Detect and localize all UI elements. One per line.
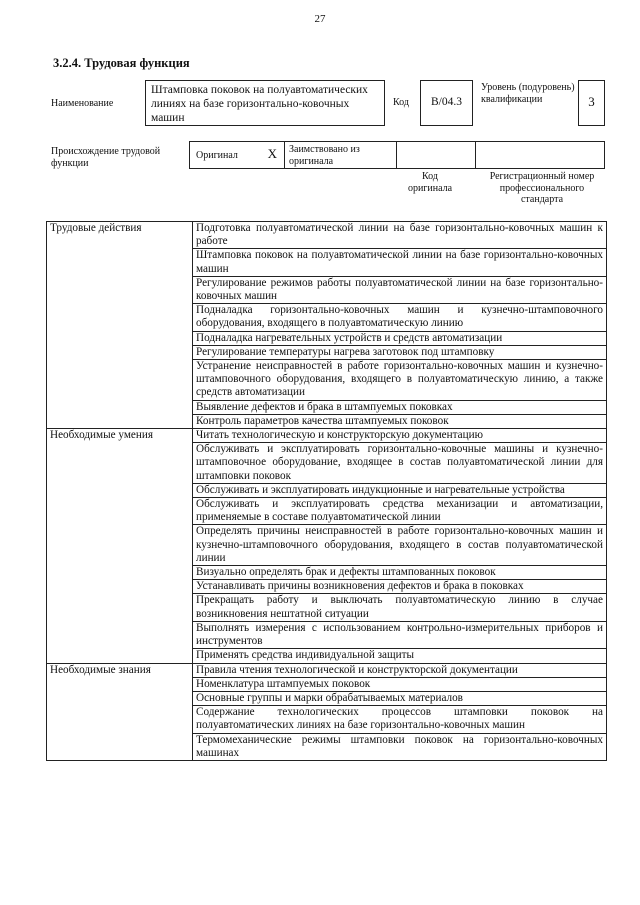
table-row <box>47 663 607 677</box>
registration-number-label: Регистрационный номер профессионального стандарта <box>489 171 595 205</box>
origin-label: Происхождение трудовой функции <box>51 146 161 169</box>
category-cell: Необходимые знания <box>47 663 193 760</box>
code-label: Код <box>393 97 409 108</box>
item-cell: Устанавливать причины возникновения дефектов и брака в поковках <box>193 580 607 594</box>
item-cell: Подналадка нагревательных устройств и средств автоматизации <box>193 331 607 345</box>
item-cell: Штамповка поковок на полуавтоматической линии на базе горизонтально-ковочных машин <box>193 249 607 276</box>
original-code-label: Код оригинала <box>407 171 453 194</box>
item-cell: Выполнять измерения с использованием контрольно-измерительных приборов и инструментов <box>193 621 607 648</box>
category-cell: Трудовые действия <box>47 222 193 429</box>
item-cell: Содержание технологических процессов штамповки поковок на полуавтоматических линиях на базе горизонтально-ковочных машин <box>193 706 607 733</box>
item-cell: Обслуживать и эксплуатировать средства механизации и автоматизации, применяемые в составе полуавтоматической линии <box>193 498 607 525</box>
page-number: 27 <box>314 13 326 25</box>
function-name-field: Штамповка поковок на полуавтоматических линиях на базе горизонтально-ковочных машин <box>145 80 385 126</box>
item-cell: Термомеханические режимы штамповки поковок на горизонтально-ковочных машинах <box>193 733 607 760</box>
item-cell: Применять средства индивидуальной защиты <box>193 649 607 663</box>
item-cell: Основные группы и марки обрабатываемых материалов <box>193 691 607 705</box>
item-cell: Устранение неисправностей в работе горизонтально-ковочных машин и кузнечно-штамповочного оборудования, входящего в полуавтоматическую линию, а также средств автоматизации <box>193 360 607 401</box>
borrowed-cell <box>284 141 397 169</box>
borrowed-label: Заимствовано из оригинала <box>289 144 360 167</box>
function-details-table <box>46 221 607 761</box>
original-mark: X <box>267 146 277 161</box>
item-cell: Читать технологическую и конструкторскую документацию <box>193 429 607 443</box>
item-cell: Подналадка горизонтально-ковочных машин и кузнечно-штамповочного оборудования, входящего в полуавтоматическую линию <box>193 304 607 331</box>
name-label: Наименование <box>51 98 114 109</box>
item-cell: Визуально определять брак и дефекты штампованных поковок <box>193 566 607 580</box>
item-cell: Регулирование температуры нагрева заготовок под штамповку <box>193 345 607 359</box>
item-cell: Правила чтения технологической и конструкторской документации <box>193 663 607 677</box>
item-cell: Определять причины неисправностей в работе горизонтально-ковочных машин и кузнечно-штамповочного оборудования, входящего в состав полуавтоматической линии <box>193 525 607 566</box>
category-cell: Необходимые умения <box>47 429 193 663</box>
item-cell: Подготовка полуавтоматической линии на базе горизонтально-ковочных машин к работе <box>193 222 607 249</box>
item-cell: Номенклатура штампуемых поковок <box>193 677 607 691</box>
table-row <box>47 429 607 443</box>
original-label: Оригинал <box>196 150 238 161</box>
item-cell: Регулирование режимов работы полуавтоматической линии на базе горизонтально-ковочных машин <box>193 276 607 303</box>
qualification-level-label: Уровень (подуровень) квалификации <box>481 82 575 105</box>
item-cell: Обслуживать и эксплуатировать горизонтально-ковочные машины и кузнечно-штамповочное оборудование, входящее в состав полуавтоматической линии для штамповки поковок <box>193 443 607 484</box>
registration-number-cell <box>475 141 605 169</box>
table-row <box>47 222 607 249</box>
item-cell: Выявление дефектов и брака в штампуемых поковках <box>193 400 607 414</box>
qualification-level-field: 3 <box>578 80 605 126</box>
item-cell: Обслуживать и эксплуатировать индукционные и нагревательные устройства <box>193 483 607 497</box>
original-cell <box>189 141 285 169</box>
item-cell: Прекращать работу и выключать полуавтоматическую линию в случае возникновения нештатной ситуации <box>193 594 607 621</box>
original-code-cell <box>396 141 476 169</box>
function-code-field: B/04.3 <box>420 80 473 126</box>
item-cell: Контроль параметров качества штампуемых поковок <box>193 414 607 428</box>
origin-row <box>190 141 605 169</box>
section-title: 3.2.4. Трудовая функция <box>53 56 190 70</box>
